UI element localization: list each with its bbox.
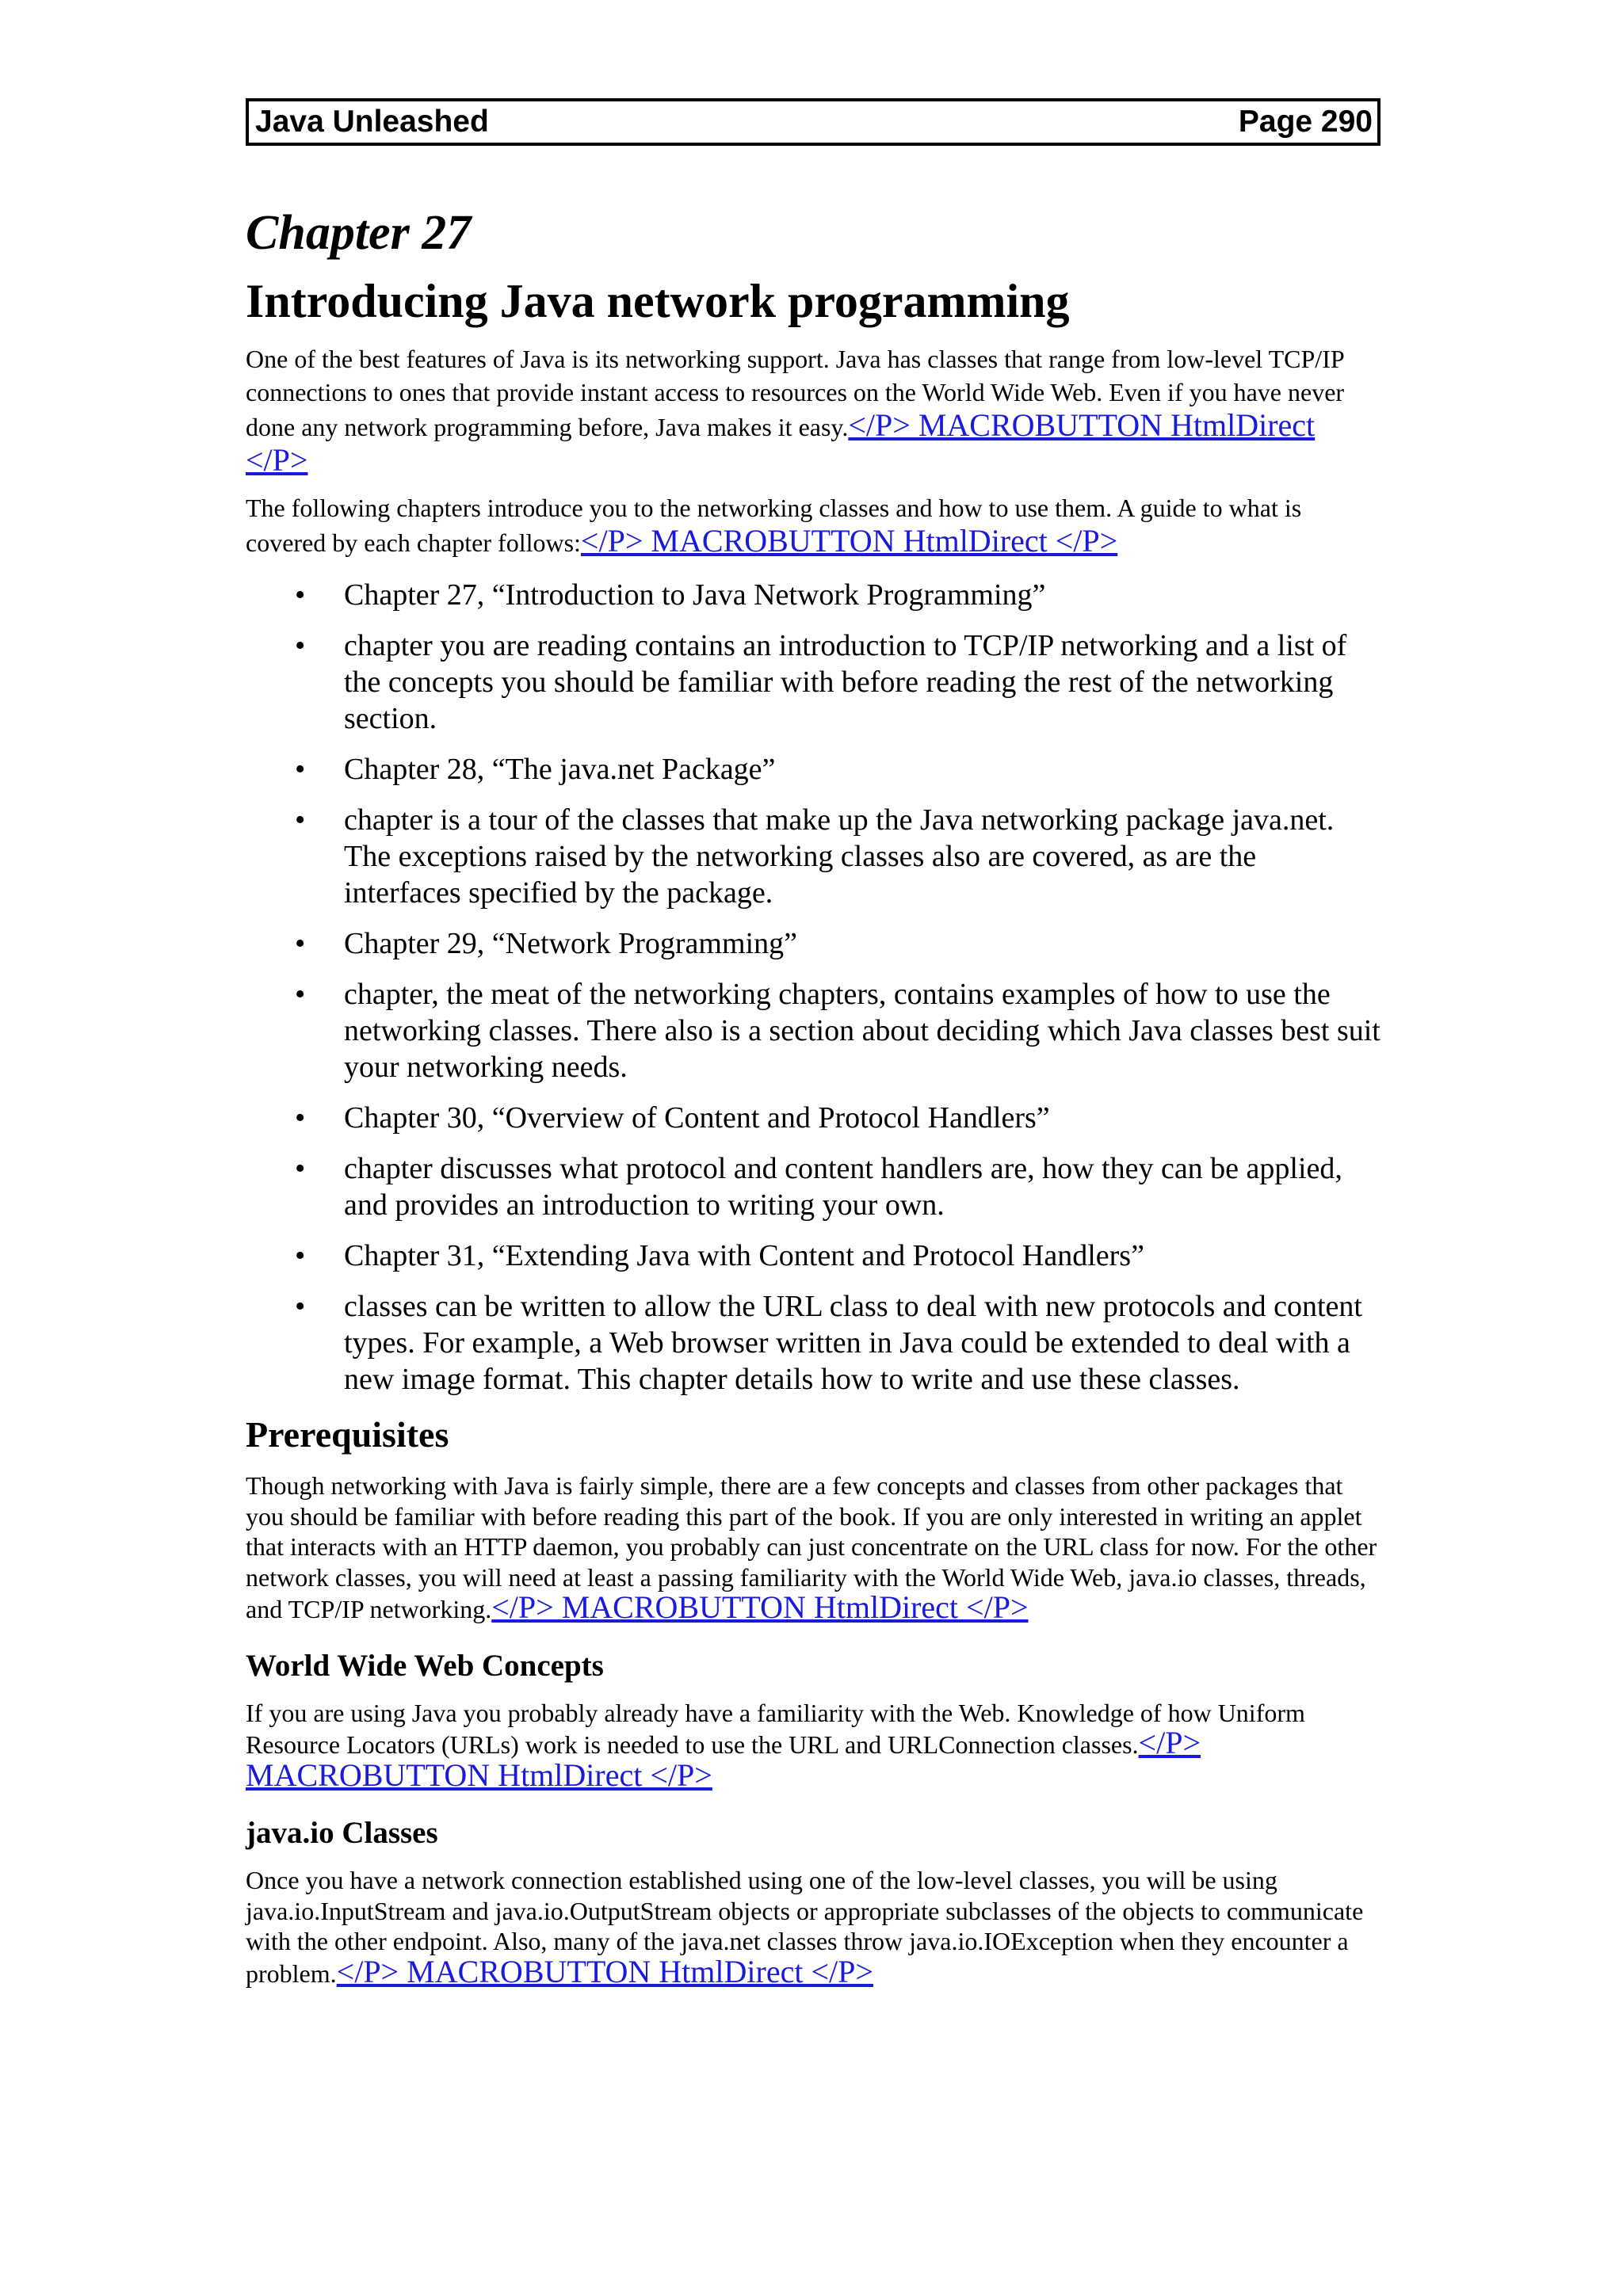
list-item bbox=[246, 1288, 1381, 1398]
intro-paragraph-2 bbox=[246, 491, 1381, 559]
list-item-text: Chapter 28, “The java.net Package” bbox=[344, 753, 776, 786]
list-item-text: classes can be written to allow the URL class to deal with new protocols and content types. For example, a Web browser written in Java could be extended to deal with a new image format. This chapter details how to write and use these classes. bbox=[344, 1290, 1362, 1396]
list-item-text: Chapter 30, “Overview of Content and Protocol Handlers” bbox=[344, 1101, 1050, 1135]
macrobutton-link[interactable]: </P> MACROBUTTON HtmlDirect </P> bbox=[491, 1589, 1029, 1625]
list-item-text: chapter discusses what protocol and content handlers are, how they can be applied, and provides an introduction to writing your own. bbox=[344, 1152, 1342, 1222]
prerequisites-heading: Prerequisites bbox=[246, 1414, 449, 1455]
chapter-list bbox=[246, 577, 1381, 1398]
list-item bbox=[246, 976, 1381, 1085]
macrobutton-link[interactable]: </P> MACROBUTTON HtmlDirect </P> bbox=[336, 1953, 873, 1989]
java-io-text: Once you have a network connection established using one of the low-level classes, you will be using java.io.InputStream and java.io.OutputStream objects or appropriate subclasses of the objects to communicate with the other endpoint. Also, many of the java.net classes throw java.io.IOException when they encounter a problem. bbox=[246, 1866, 1364, 1988]
macrobutton-link[interactable]: </P> MACROBUTTON HtmlDirect </P> bbox=[246, 407, 1316, 478]
list-item bbox=[246, 751, 1381, 788]
list-item-text: chapter, the meat of the networking chapters, contains examples of how to use the networking classes. There also is a section about deciding which Java classes best suit your networking needs. bbox=[344, 978, 1381, 1084]
bullet-icon: • bbox=[295, 753, 306, 786]
bullet-icon: • bbox=[295, 927, 306, 960]
macrobutton-link[interactable]: </P> MACROBUTTON HtmlDirect </P> bbox=[246, 1725, 1201, 1793]
chapter-number: Chapter 27 bbox=[246, 206, 472, 260]
bullet-icon: • bbox=[295, 629, 306, 662]
book-title: Java Unleashed bbox=[255, 105, 489, 139]
list-item bbox=[246, 925, 1381, 962]
list-item bbox=[246, 627, 1381, 737]
list-item-text: chapter you are reading contains an introduction to TCP/IP networking and a list of the concepts you should be familiar with before reading the rest of the networking section. bbox=[344, 629, 1347, 735]
list-item-text: Chapter 27, “Introduction to Java Network Programming” bbox=[344, 578, 1046, 612]
list-item bbox=[246, 1100, 1381, 1136]
running-header bbox=[246, 98, 1381, 146]
list-item-text: Chapter 31, “Extending Java with Content and Protocol Handlers” bbox=[344, 1239, 1144, 1272]
www-concepts-heading: World Wide Web Concepts bbox=[246, 1648, 604, 1683]
bullet-icon: • bbox=[295, 578, 306, 612]
bullet-icon: • bbox=[295, 1239, 306, 1272]
page bbox=[246, 98, 1381, 1989]
bullet-icon: • bbox=[295, 1152, 306, 1185]
bullet-icon: • bbox=[295, 1290, 306, 1323]
bullet-icon: • bbox=[295, 803, 306, 837]
list-item bbox=[246, 802, 1381, 911]
prerequisites-text: Though networking with Java is fairly simple, there are a few concepts and classes from other packages that you should be familiar with before reading this part of the book. If you are only interested in writing an applet that interacts with an HTTP daemon, you probably can just concentrate on the URL class for now. For the other network classes, you will need at least a passing familiarity with the World Wide Web, java.io classes, threads, and TCP/IP networking. bbox=[246, 1471, 1377, 1623]
www-concepts-text: If you are using Java you probably already have a familiarity with the Web. Knowledge of how Uniform Resource Locators (URLs) work is needed to use the URL and URLConnection classes. bbox=[246, 1698, 1305, 1759]
list-item bbox=[246, 577, 1381, 613]
java-io-heading: java.io Classes bbox=[246, 1816, 438, 1850]
bullet-icon: • bbox=[295, 1101, 306, 1135]
page-number: Page 290 bbox=[1238, 105, 1373, 139]
chapter-title: Introducing Java network programming bbox=[246, 275, 1070, 327]
macrobutton-link[interactable]: </P> MACROBUTTON HtmlDirect </P> bbox=[580, 523, 1118, 559]
list-item bbox=[246, 1150, 1381, 1223]
prerequisites-paragraph bbox=[246, 1470, 1381, 1625]
list-item-text: Chapter 29, “Network Programming” bbox=[344, 927, 797, 960]
www-concepts-paragraph bbox=[246, 1698, 1381, 1793]
list-item-text: chapter is a tour of the classes that make up the Java networking package java.net. The exceptions raised by the networking classes also are covered, as are the interfaces specified by the package. bbox=[344, 803, 1335, 910]
intro-paragraph-1-text: One of the best features of Java is its networking support. Java has classes that range from low-level TCP/IP connections to ones that provide instant access to resources on the World Wide Web. Even if you have never done any network programming before, Java makes it easy. bbox=[246, 345, 1345, 441]
list-item bbox=[246, 1238, 1381, 1274]
bullet-icon: • bbox=[295, 978, 306, 1011]
intro-paragraph-1 bbox=[246, 342, 1381, 479]
intro-paragraph-2-text: The following chapters introduce you to the networking classes and how to use them. A guide to what is covered by each chapter follows: bbox=[246, 494, 1302, 557]
java-io-paragraph bbox=[246, 1865, 1381, 1989]
